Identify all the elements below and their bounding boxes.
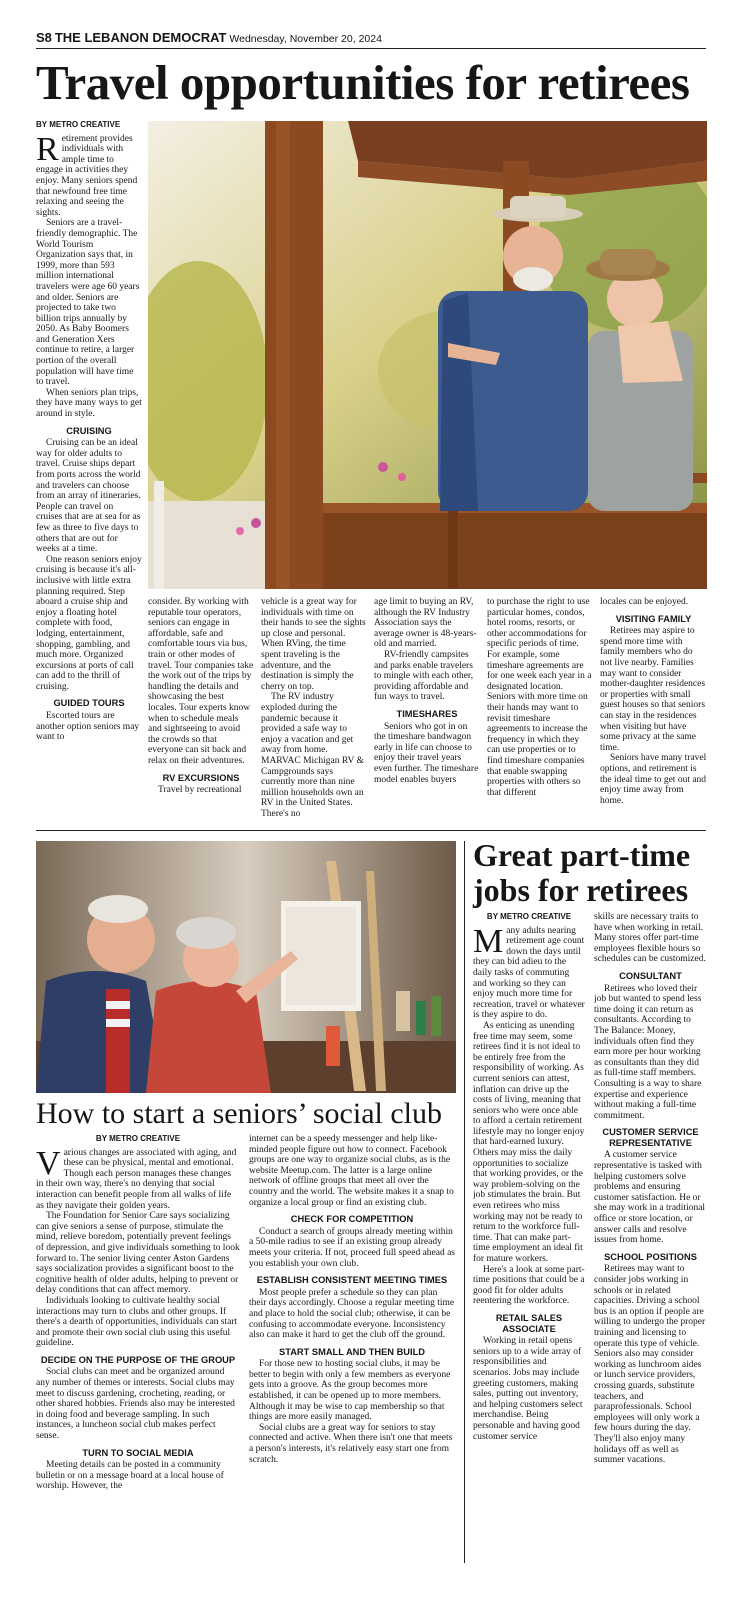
subhead-purpose: DECIDE ON THE PURPOSE OF THE GROUP xyxy=(40,1354,236,1365)
subhead-school: SCHOOL POSITIONS xyxy=(604,1251,697,1262)
issue-date: Wednesday, November 20, 2024 xyxy=(229,33,382,45)
social-paragraph: Conduct a search of groups already meeting within a 50-mile radius to see if an existing group already meets your criteria. If not, proceed full speed ahead as you establish your own club. xyxy=(249,1226,455,1269)
drop-cap: V xyxy=(36,1144,61,1182)
jobs-byline: BY METRO CREATIVE xyxy=(486,912,572,921)
social-paragraph: Various changes are associated with aging, and these can be physical, mental and emotional. Though each person manages these changes in their own way, there's no denying that social interaction can benefit people from all walks of life as they navigate their golden years. xyxy=(36,1144,237,1211)
social-paragraph: Social clubs can meet and be organized around any number of themes or interests. Social clubs may meet to discuss gardening, crocheting, reading, or other shared hobbies. Friends also may be interested in doing food and beverage sampling. In such instances, a luncheon social club makes perfect sense. xyxy=(36,1367,235,1442)
jobs-paragraph: skills are necessary traits to have when working in retail. Many stores offer part-time employees flexible hours so schedules can be customized. xyxy=(594,912,706,965)
travel-paragraph: Seniors are a travel-friendly demographic. The World Tourism Organization says that, in 1999, more than 593 million international travelers were age 60 years and older. Seniors are projected to take two billion trips annually by 2050. As Baby Boomers and Generation Xers continue to retire, a larger portion of the overall population will have time to travel. xyxy=(36,218,140,388)
jobs-column-1 xyxy=(473,912,585,1563)
page-folio xyxy=(36,30,382,45)
social-column-1 xyxy=(36,1134,240,1564)
travel-paragraph: When seniors plan trips, they have many ways to get around in style. xyxy=(36,387,142,420)
travel-paragraph: consider. By working with reputable tour operators, seniors can engage in affordable, safe and comfortable tours via bus, train or other modes of travel. Tour companies take the work out of the trips by handling the details and showcasing the best locales. Tour experts know when to schedule meals and sightseeing to avoid the crowds so that everyone can sit back and relax on their adventures. xyxy=(148,597,254,766)
jobs-column-2 xyxy=(594,912,707,1563)
travel-photo-illustration xyxy=(148,121,707,589)
travel-column-6 xyxy=(600,597,707,825)
jobs-paragraph: Many adults nearing retirement age count down the days until they can bid adieu to the daily tasks of commuting and working so they can enjoy much more time for recreation, travel or whatever is they aspire to do. xyxy=(473,922,585,1021)
travel-byline: BY METRO CREATIVE xyxy=(36,120,121,129)
jobs-paragraph: A customer service representative is tasked with helping customers solve problems and ensuring customer satisfaction. He or she may work in a traditional office or store location, or answer calls and resolve issues from home. xyxy=(594,1150,706,1246)
travel-paragraph: Retirement provides individuals with ample time to engage in activities they enjoy. Many seniors spend that newfound free time relaxing and seeing the sights. xyxy=(36,130,138,218)
social-photo-illustration xyxy=(36,841,456,1093)
folio-rule xyxy=(36,48,706,49)
column-divider xyxy=(464,841,465,1563)
travel-paragraph: Cruising can be an ideal way for older adults to travel. Cruise ships depart from ports across the world and travelers can choose from an array of itineraries. People can travel on cruises that are at sea for as few as three to five days to others that are out for weeks at a time. xyxy=(36,438,141,555)
travel-paragraph: One reason seniors enjoy cruising is because it's all-inclusive with little extra planning required. Step aboard a cruise ship and enjoy a floating hotel complete with food, lodging, entertainment, shopping, gambling, and much more. Organized excursions at ports of call can add to the thrill of cruising. xyxy=(36,554,142,692)
travel-paragraph: Escorted tours are another option seniors may want to xyxy=(36,711,140,743)
subhead-timeshares: TIMESHARES xyxy=(396,708,458,719)
travel-column-2 xyxy=(148,597,254,825)
travel-column-4 xyxy=(374,597,480,825)
social-paragraph: Most people prefer a schedule so they can plan their days accordingly. Choose a regular meeting time and place to hold the social club; otherwise, it can be confusing to accommodate everyone. Inconsistency also can make it hard to get the club off the ground. xyxy=(249,1287,455,1341)
travel-paragraph: age limit to buying an RV, although the RV Industry Association says the average owner is 48-years-old and married. xyxy=(374,597,477,650)
travel-paragraph: RV-friendly campsites and parks enable travelers to mingle with each other, providing affordable and fun ways to travel. xyxy=(374,649,474,703)
travel-column-5 xyxy=(487,597,593,825)
subhead-start-small: START SMALL AND THEN BUILD xyxy=(279,1346,425,1357)
subhead-competition: CHECK FOR COMPETITION xyxy=(290,1214,414,1225)
drop-cap: R xyxy=(36,130,59,168)
social-byline: BY METRO CREATIVE xyxy=(95,1134,181,1143)
travel-paragraph: Seniors who got in on the timeshare bandwagon early in life can choose to enjoy their travel years even further. The timeshare model enables buyers xyxy=(374,721,479,785)
subhead-meeting-times: ESTABLISH CONSISTENT MEETING TIMES xyxy=(256,1275,448,1286)
social-paragraph: Meeting details can be posted in a community bulletin or on a message board at a local house of worship. However, the xyxy=(36,1460,224,1492)
social-photo xyxy=(36,841,456,1093)
social-headline: How to start a seniors’ social club xyxy=(36,1097,443,1130)
subhead-cruising: CRUISING xyxy=(66,425,112,436)
travel-paragraph: Retirees may aspire to spend more time with family members who do not live nearby. Families may want to consider mother-daughter residences or properties with small guest houses so that seniors can stay in the residences when visiting but have some privacy at the same time. xyxy=(600,626,706,753)
social-paragraph: For those new to hosting social clubs, it may be better to begin with only a few members as everyone gets into a groove. As the group becomes more established, it can be opened up to more members. Although it may be wise to cap membership so that things are more easily managed. xyxy=(249,1359,451,1423)
subhead-rv-excursions: RV EXCURSIONS xyxy=(162,772,240,783)
page-number: S8 xyxy=(36,30,52,45)
jobs-paragraph: Retirees may want to consider jobs working in schools or in related capacities. Driving a school bus is an option if people are willing to undergo the proper training and licensing to operate this type of vehicle. Seniors also may consider working as lunchroom aides or lunch service providers, crossing guards, substitute teachers, and paraprofessionals. School employees will only work a few hours during the day. They'll also enjoy many holidays off as well as summer vacations. xyxy=(594,1264,706,1466)
travel-paragraph: Travel by recreational xyxy=(158,785,242,796)
social-paragraph: internet can be a speedy messenger and help like-minded people figure out how to connect. Facebook groups are one way to organize social clubs, as is the website Meetup.com. The latter is a large online network of offline groups that meet all over the country and the world. The website makes it a snap to organize a local group or find an existing club. xyxy=(249,1134,454,1208)
travel-paragraph: vehicle is a great way for individuals with time on their hands to see the sights up close and personal. When RVing, the time spent traveling is the adventure, and the destination is simply the cherry on top. xyxy=(261,597,366,692)
subhead-visiting-family: VISITING FAMILY xyxy=(615,613,692,624)
travel-paragraph: locales can be enjoyed. xyxy=(600,597,689,607)
subhead-social-media: TURN TO SOCIAL MEDIA xyxy=(82,1447,194,1458)
subhead-consultant: CONSULTANT xyxy=(619,970,682,981)
subhead-retail: RETAIL SALES ASSOCIATE xyxy=(495,1312,563,1334)
jobs-paragraph: As enticing as unending free time may seem, some retirees find it is not ideal to be entirely free from the responsibility of working. As current seniors can attest, inflation can drive up the costs of living, meaning that seniors who were once able to afford a certain retirement lifestyle may no longer enjoy that hard-earned luxury. Others may miss the daily opportunities to socialize that working provides, or the way problem-solving on the job stimulates the brain. But even retirees who miss working may not be ready to return to the workforce full-time. That can make part-time employment an ideal fit for mature workers. xyxy=(473,1020,585,1264)
drop-cap: M xyxy=(473,922,504,960)
subhead-customer-service: CUSTOMER SERVICE REPRESENTATIVE xyxy=(602,1127,699,1148)
jobs-paragraph: Here's a look at some part-time positions that could be a good fit for older adults reentering the workforce. xyxy=(473,1264,585,1307)
travel-column-1 xyxy=(36,120,142,825)
jobs-headline-line-1: Great part-time xyxy=(473,837,691,873)
social-paragraph: Individuals looking to cultivate healthy social interactions may turn to clubs and other groups. If there's a dearth of opportunities, individuals can start and promote their own social club using this useful guideline. xyxy=(36,1295,238,1349)
social-column-2 xyxy=(249,1134,455,1564)
social-paragraph: The Foundation for Senior Care says socializing can give seniors a sense of purpose, stimulate the mind, relieve boredom, potentially prevent feelings of depression, and give individuals something to look forward to. The senior living center Aston Gardens says socialization provides a significant boost to the cognitive health of older adults, helping to prevent or delay conditions that can affect memory. xyxy=(36,1211,240,1296)
section-rule xyxy=(36,830,706,831)
social-paragraph: Social clubs are a great way for seniors to stay connected and active. When there isn't one that meets a person's interests, it's relatively easy start one from scratch. xyxy=(249,1422,453,1465)
travel-column-3 xyxy=(261,597,367,825)
jobs-headline xyxy=(473,838,690,908)
subhead-guided-tours: GUIDED TOURS xyxy=(53,698,125,709)
travel-paragraph: to purchase the right to use particular homes, condos, hotel rooms, resorts, or other accommodations for specific periods of time. For example, some timeshare agreements are for one week each year in a designated location. Seniors with more time on their hands may want to revisit timeshare agreements to increase the frequency in which they can use properties or to find timeshare companies that enable swapping properties with others so that different xyxy=(487,597,592,798)
travel-headline: Travel opportunities for retirees xyxy=(36,55,690,110)
travel-paragraph: The RV industry exploded during the pandemic because it provided a safe way to enjoy a vacation and get away from home. MARVAC Michigan RV & Campgrounds says currently more than nine million households own an RV in the United States. There's no xyxy=(261,692,364,819)
newspaper-name: THE LEBANON DEMOCRAT xyxy=(54,30,227,45)
travel-paragraph: Seniors have many travel options, and retirement is the ideal time to get out and enjoy time away from home. xyxy=(600,753,707,806)
jobs-paragraph: Retirees who loved their job but wanted to spend less time doing it can return as consultants. According to The Balance: Money, individuals often find they earn more per hour working as consultants than they did as full-time staff members. Consulting is a way to share expertise and experience without making a full-time commitment. xyxy=(594,983,702,1121)
jobs-paragraph: Working in retail opens seniors up to a wide array of responsibilities and scenarios. Jobs may include greeting customers, making sales, putting out inventory, and helping customers select merchandise. Being personable and having good customer service xyxy=(473,1336,583,1442)
jobs-headline-line-2: jobs for retirees xyxy=(473,872,689,908)
travel-photo xyxy=(148,121,707,589)
